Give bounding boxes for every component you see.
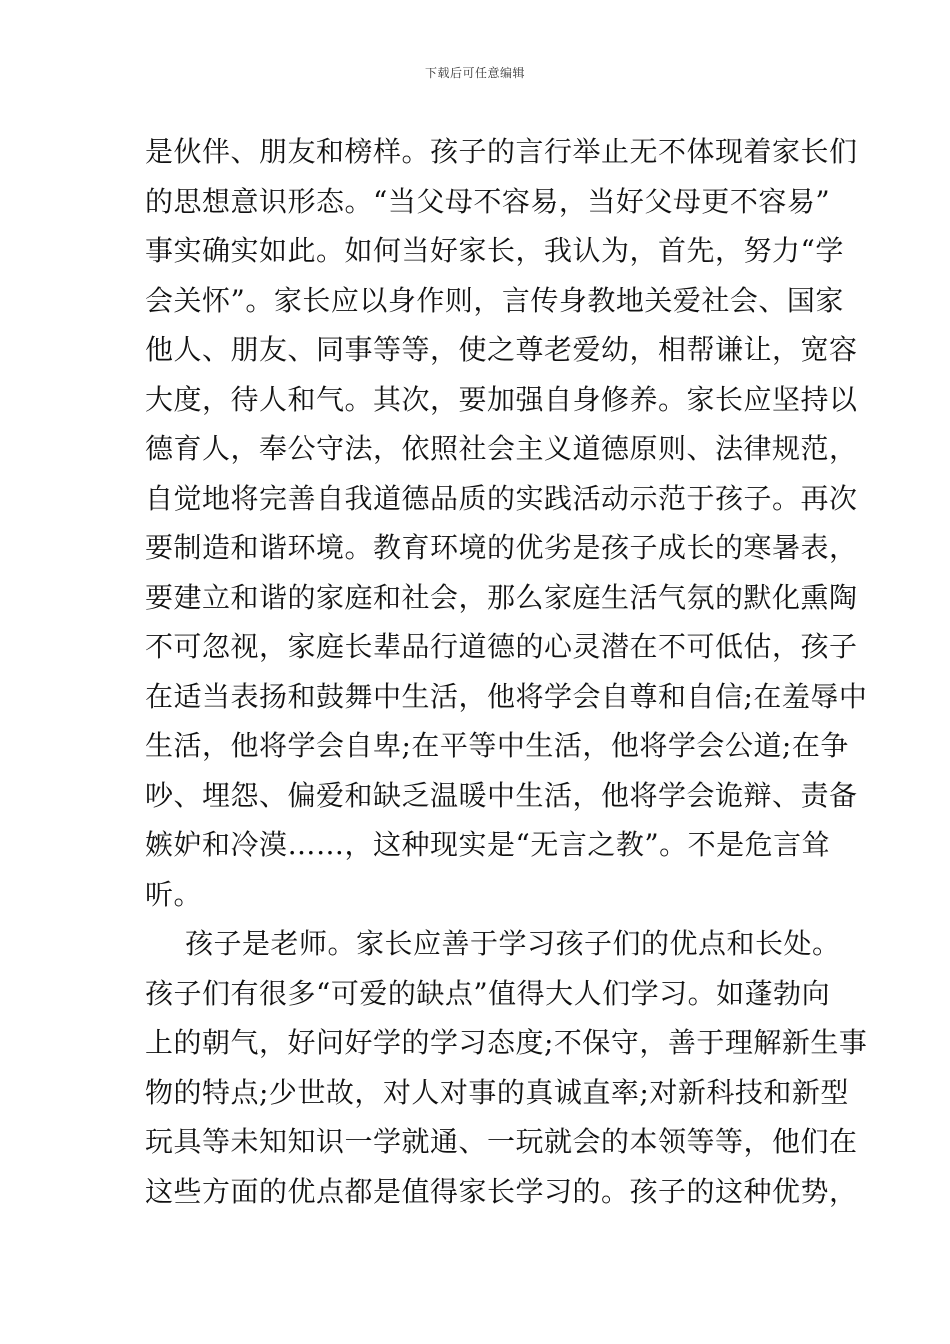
text-line: 事实确实如此。如何当好家长，我认为，首先，努力“学 [145,234,844,267]
text-line: 上的朝气，好问好学的学习态度;不保守，善于理解新生事 [145,1026,868,1059]
text-line: 是伙伴、朋友和榜样。孩子的言行举止无不体现着家长们 [145,135,858,168]
text-line: 生活，他将学会自卑;在平等中生活，他将学会公道;在争 [145,729,849,762]
text-line: 自觉地将完善自我道德品质的实践活动示范于孩子。再次 [145,481,858,515]
page-header: 下载后可任意编辑 [424,66,525,80]
text-line: 会关怀”。家长应以身作则，言传身教地关爱社会、国家 [145,283,844,317]
paragraph-1 [145,127,868,919]
text-line: 他人、朋友、同事等等，使之尊老爱幼，相帮谦让，宽容 [145,333,858,366]
document-body [145,127,868,1216]
text-line: 德育人，奉公守法，依照社会主义道德原则、法律规范， [145,432,858,465]
text-line: 这些方面的优点都是值得家长学习的。孩子的这种优势， [145,1174,858,1208]
text-line: 吵、埋怨、偏爱和缺乏温暖中生活，他将学会诡辩、责备 [145,778,858,812]
text-line: 听。 [145,877,203,911]
text-line: 孩子们有很多“可爱的缺点”值得大人们学习。如蓬勃向 [145,976,831,1010]
paragraph-2 [145,919,868,1216]
text-line: 孩子是老师。家长应善于学习孩子们的优点和长处。 [185,927,841,960]
text-line: 物的特点;少世故，对人对事的真诚直率;对新科技和新型 [145,1075,849,1109]
text-line: 的思想意识形态。“当父母不容易，当好父母更不容易” [145,184,831,218]
text-line: 玩具等未知知识一学就通、一玩就会的本领等等，他们在 [145,1125,858,1158]
text-line: 大度，待人和气。其次，要加强自身修养。家长应坚持以 [145,382,858,416]
text-line: 嫉妒和冷漠……，这种现实是“无言之教”。不是危言耸 [145,828,831,861]
text-line: 在适当表扬和鼓舞中生活，他将学会自尊和自信;在羞辱中 [145,679,868,713]
text-line: 要建立和谐的家庭和社会，那么家庭生活气氛的默化熏陶 [145,580,858,614]
text-line: 要制造和谐环境。教育环境的优劣是孩子成长的寒暑表， [145,531,858,564]
text-line: 不可忽视，家庭长辈品行道德的心灵潜在不可低估，孩子 [145,630,858,663]
